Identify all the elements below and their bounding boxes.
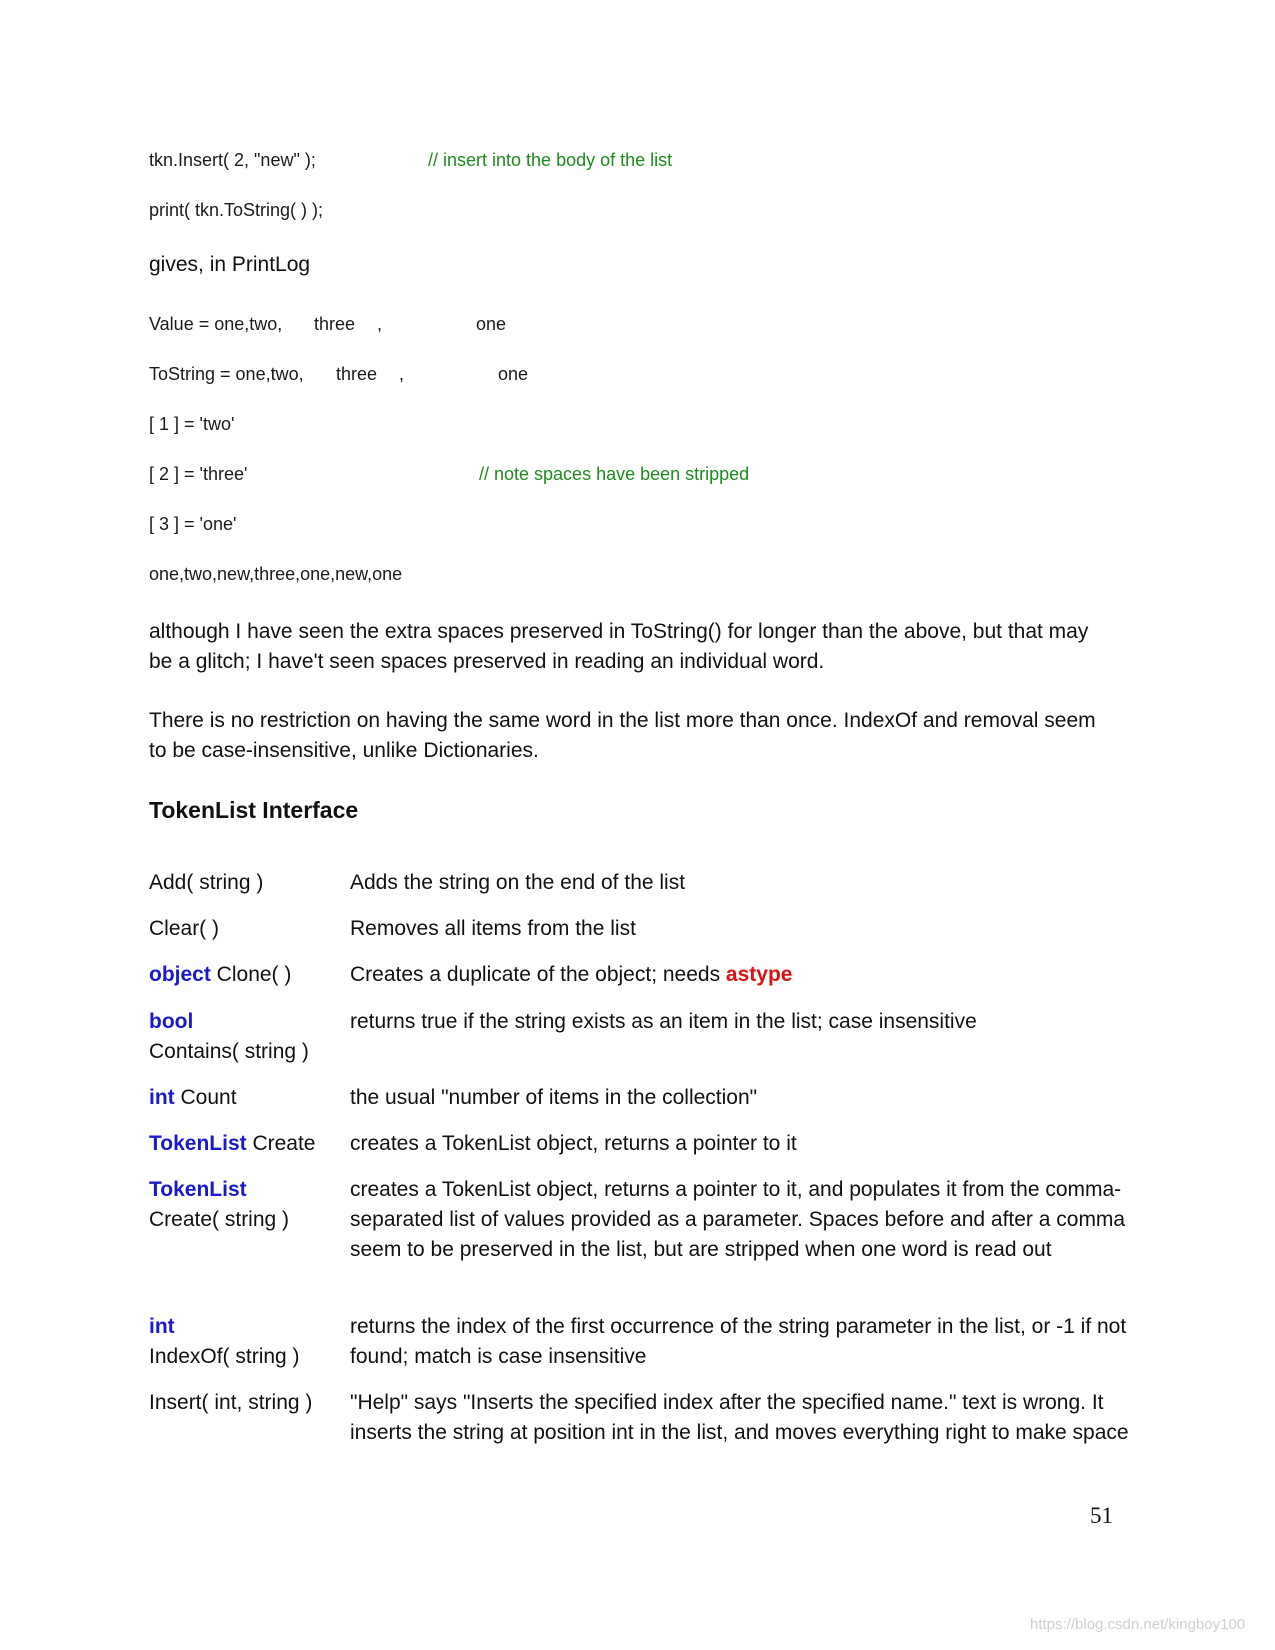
printlog-final: one,two,new,three,one,new,one [149,564,403,584]
printlog-index-1: [ 1 ] = 'two' [149,414,235,434]
method-name: Clone( ) [210,963,292,986]
printlog-value-b: three [314,314,356,334]
printlog-index-2: [ 2 ] = 'three' [149,464,248,484]
method-name: Clear( ) [149,917,220,940]
interface-row-name [149,868,339,898]
code-line-insert: tkn.Insert( 2, "new" ); [149,150,316,170]
type-keyword: bool [149,1010,194,1033]
printlog-tostring-d: one [498,364,529,384]
method-name: Contains( string ) [149,1040,309,1063]
watermark: https://blog.csdn.net/kingboy100 [1030,1616,1246,1633]
interface-row-name [149,1129,339,1159]
interface-row-name [149,1388,339,1418]
desc-keyword: astype [725,963,793,986]
method-name: IndexOf( string ) [149,1345,300,1368]
interface-row-name [149,1312,339,1372]
interface-row-name [149,914,339,944]
interface-row-desc: returns the index of the first occurrence of the string parameter in the list, or -1 if not found; match is case insensitive [350,1315,1127,1368]
type-keyword: TokenList [149,1178,247,1201]
method-name: Create [246,1132,316,1155]
interface-row-desc: creates a TokenList object, returns a pointer to it [350,1132,797,1155]
page-number: 51 [1090,1503,1113,1528]
section-heading: TokenList Interface [149,797,359,823]
method-name: Create( string ) [149,1208,290,1231]
desc-text: Creates a duplicate of the object; needs [350,963,726,986]
interface-row-name [149,1175,339,1235]
gives-label: gives, in PrintLog [149,253,311,276]
interface-row-desc: the usual "number of items in the collection" [350,1086,758,1109]
code-comment-insert: // insert into the body of the list [428,150,673,170]
paragraph-spaces: although I have seen the extra spaces preserved in ToString() for longer than the above, but that may be a glitch; I have't seen spaces preserved in reading an individual word. [149,620,1089,673]
interface-row-name [149,1083,339,1113]
paragraph-restriction: There is no restriction on having the same word in the list more than once. IndexOf and removal seem to be case-insensitive, unlike Dictionaries. [149,709,1096,762]
type-keyword: object [149,963,211,986]
interface-row-desc [350,960,1130,990]
type-keyword: int [149,1315,175,1338]
interface-row-desc: Removes all items from the list [350,917,636,940]
printlog-value-c: , [377,314,383,334]
printlog-value-d: one [476,314,507,334]
interface-row-desc: returns true if the string exists as an item in the list; case insensitive [350,1010,977,1033]
printlog-index-3: [ 3 ] = 'one' [149,514,237,534]
code-line-print: print( tkn.ToString( ) ); [149,200,324,220]
printlog-tostring-a: ToString = one,two, [149,364,304,384]
interface-row-desc: creates a TokenList object, returns a pointer to it, and populates it from the comma-separated list of values provided as a parameter. Spaces before and after a comma seem to be preserved in the list, but are stripped when one word is read out [350,1178,1126,1261]
printlog-tostring-b: three [336,364,378,384]
type-keyword: int [149,1086,175,1109]
method-name: Insert( int, string ) [149,1391,313,1414]
printlog-tostring-c: , [399,364,405,384]
type-keyword: TokenList [149,1132,247,1155]
printlog-comment-stripped: // note spaces have been stripped [479,464,750,484]
interface-row-desc: "Help" says "Inserts the specified index after the specified name." text is wrong. It inserts the string at position int in the list, and moves everything right to make space [350,1391,1129,1444]
interface-row-desc: Adds the string on the end of the list [350,871,686,894]
interface-row-name [149,960,339,990]
method-name: Add( string ) [149,871,264,894]
interface-row-name [149,1007,339,1067]
printlog-value-a: Value = one,two, [149,314,283,334]
method-name: Count [174,1086,237,1109]
